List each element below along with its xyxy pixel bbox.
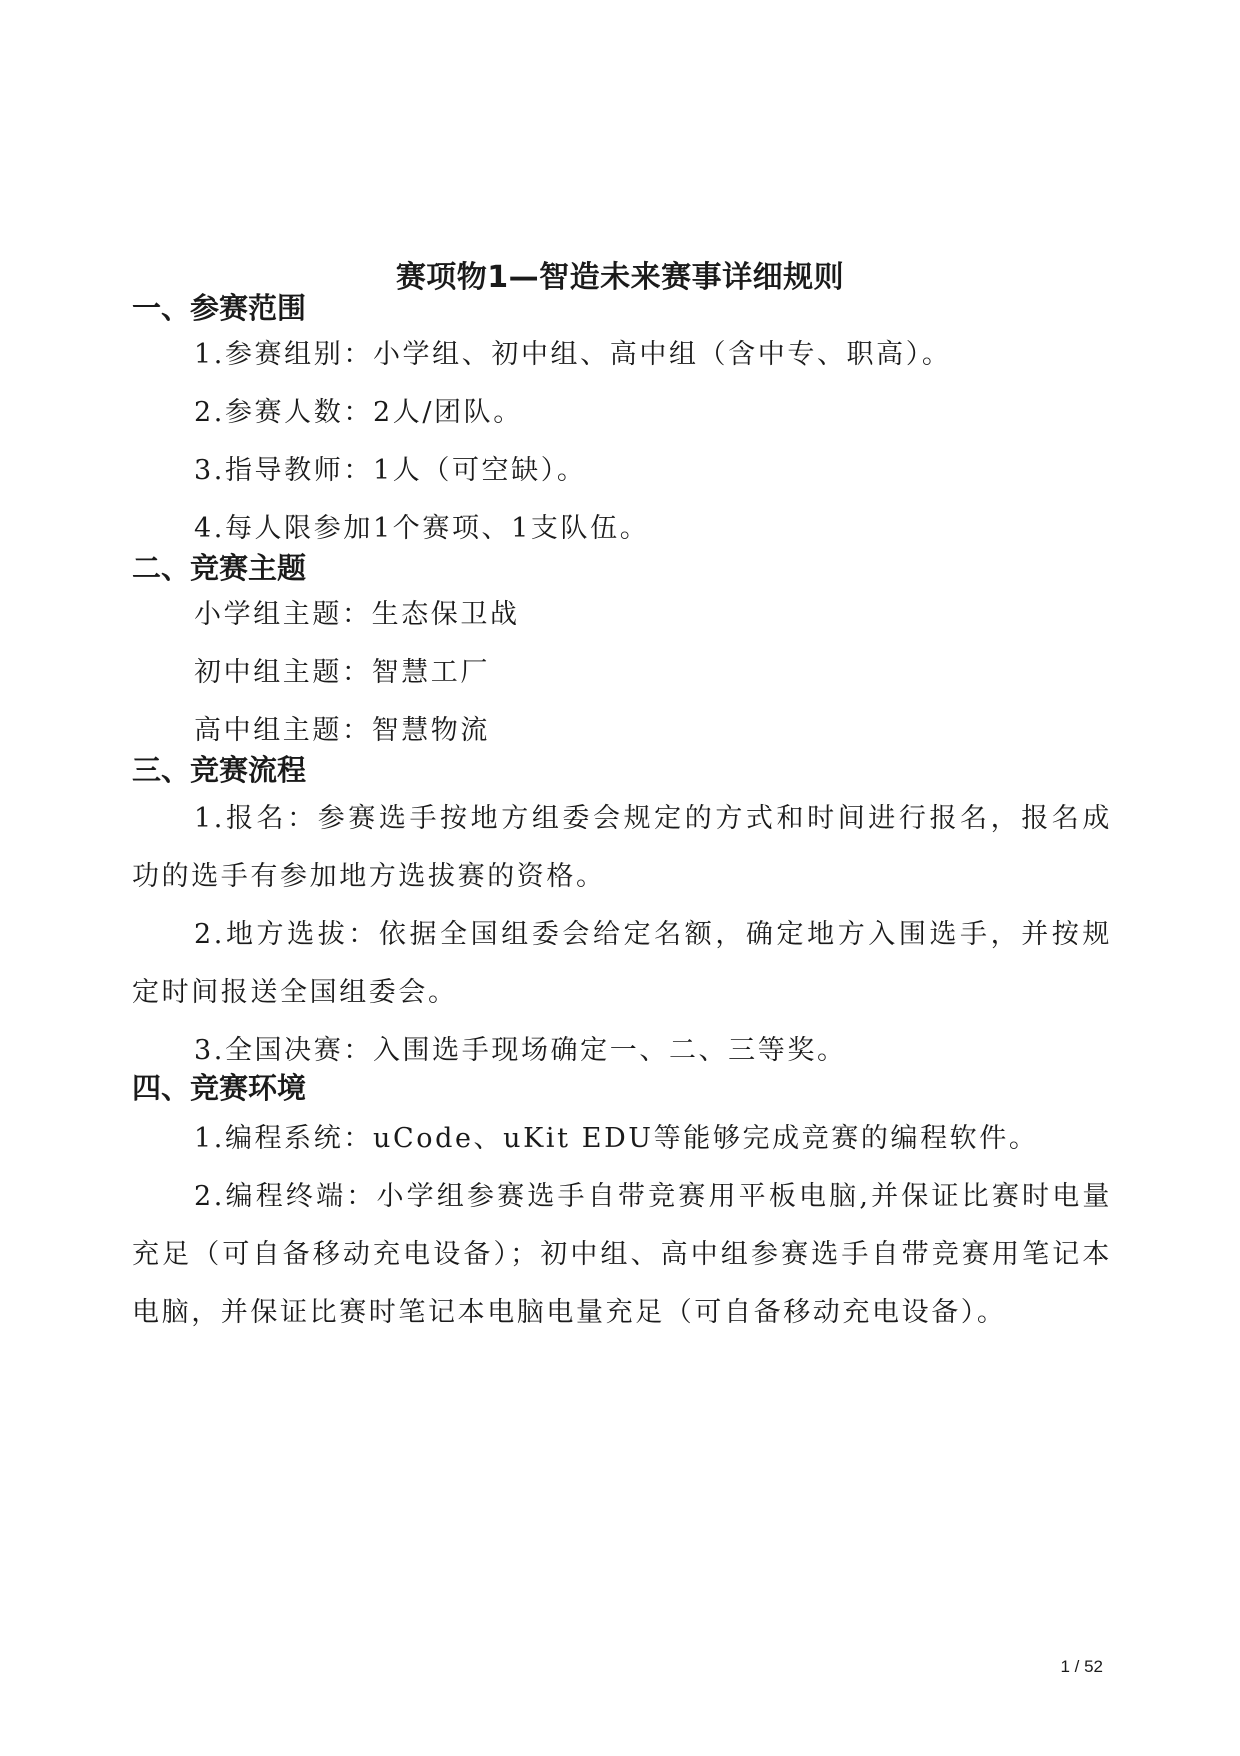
paragraph-programming-system: 1.编程系统：uCode、uKit EDU等能够完成竞赛的编程软件。	[194, 1123, 1039, 1154]
paragraph-primary-theme: 小学组主题：生态保卫战	[194, 599, 520, 630]
paragraph-team-size: 2.参赛人数：2人/团队。	[194, 397, 523, 428]
section-heading-scope: 一、参赛范围	[132, 291, 307, 325]
section-heading-process: 三、竞赛流程	[132, 753, 307, 787]
paragraph-programming-terminal: 2.编程终端：小学组参赛选手自带竞赛用平板电脑,并保证比赛时电量充足（可自备移动充电设备）；初中组、高中组参赛选手自带竞赛用笔记本电脑，并保证比赛时笔记本电脑电量充足（可自备移动充电设备）。	[132, 1181, 1112, 1328]
paragraph-registration: 1.报名：参赛选手按地方组委会规定的方式和时间进行报名，报名成功的选手有参加地方选拔赛的资格。	[132, 803, 1112, 892]
paragraph-senior-theme: 高中组主题：智慧物流	[194, 715, 490, 746]
paragraph-groups: 1.参赛组别：小学组、初中组、高中组（含中专、职高）。	[194, 339, 952, 370]
paragraph-instructor: 3.指导教师：1人（可空缺）。	[194, 455, 587, 486]
paragraph-local-selection: 2.地方选拔：依据全国组委会给定名额，确定地方入围选手，并按规定时间报送全国组委会。	[132, 919, 1112, 1008]
page-number: 1 / 52	[1060, 1657, 1103, 1676]
section-heading-environment: 四、竞赛环境	[132, 1071, 307, 1105]
paragraph-national-final: 3.全国决赛：入围选手现场确定一、二、三等奖。	[194, 1035, 847, 1066]
paragraph-junior-theme: 初中组主题：智慧工厂	[194, 657, 490, 688]
document-title: 赛项物1—智造未来赛事详细规则	[395, 260, 845, 295]
section-heading-theme: 二、竞赛主题	[132, 551, 307, 585]
paragraph-participation-limit: 4.每人限参加1个赛项、1支队伍。	[194, 513, 650, 544]
